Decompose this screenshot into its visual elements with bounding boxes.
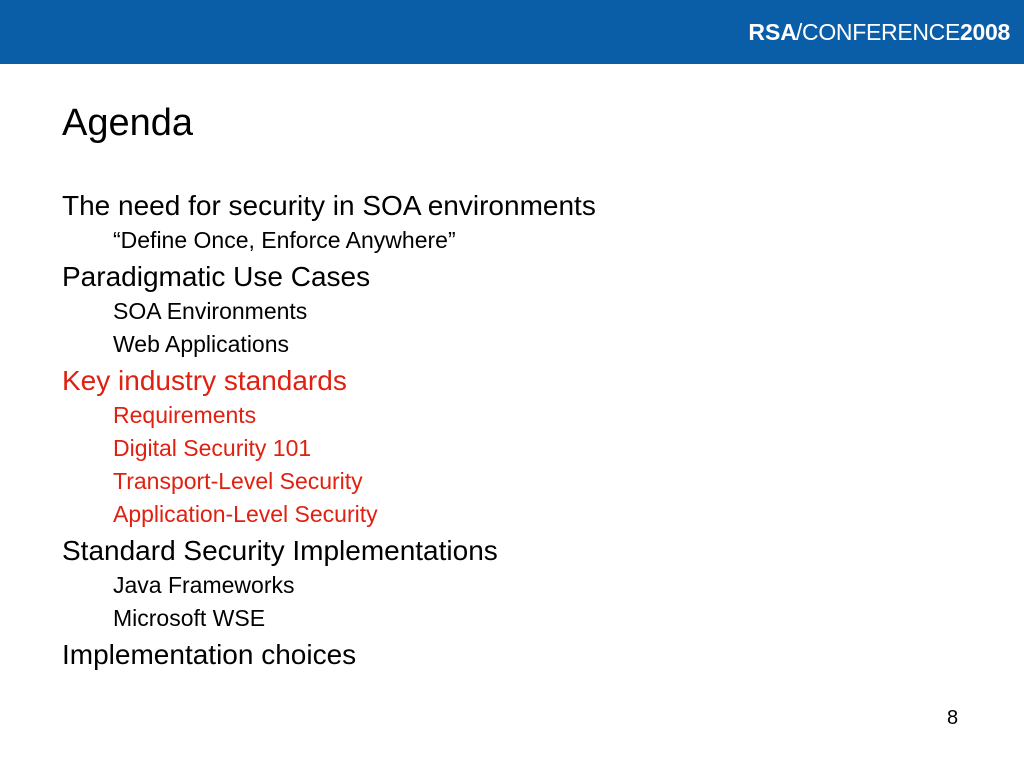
slide-title: Agenda bbox=[62, 102, 194, 144]
page-number: 8 bbox=[947, 707, 959, 729]
agenda-subitem: SOA Environments bbox=[113, 298, 308, 324]
agenda-subitem: “Define Once, Enforce Anywhere” bbox=[113, 227, 456, 253]
logo-conference-text: CONFERENCE bbox=[802, 18, 961, 45]
header-bar bbox=[0, 0, 1024, 64]
agenda-item: Paradigmatic Use Cases bbox=[62, 261, 371, 292]
agenda-item: Implementation choices bbox=[62, 639, 357, 670]
agenda-subitem: Java Frameworks bbox=[113, 572, 295, 598]
agenda-item: Key industry standards bbox=[62, 365, 347, 396]
logo-rsa-text: RSA bbox=[748, 18, 797, 45]
agenda-subitem: Requirements bbox=[113, 402, 257, 428]
agenda-item: Standard Security Implementations bbox=[62, 535, 498, 566]
agenda-subitem: Digital Security 101 bbox=[113, 435, 312, 461]
agenda-item: The need for security in SOA environments bbox=[62, 190, 596, 221]
rsa-conference-2008-logo bbox=[748, 16, 1010, 48]
agenda-subitem: Transport-Level Security bbox=[113, 468, 363, 494]
agenda-subitem: Web Applications bbox=[113, 331, 290, 357]
agenda-subitem: Microsoft WSE bbox=[113, 605, 266, 631]
logo-slash-mark: / bbox=[795, 18, 803, 45]
agenda-list bbox=[62, 188, 596, 673]
logo-year-text: 2008 bbox=[960, 18, 1010, 45]
agenda-subitem: Application-Level Security bbox=[113, 501, 378, 527]
